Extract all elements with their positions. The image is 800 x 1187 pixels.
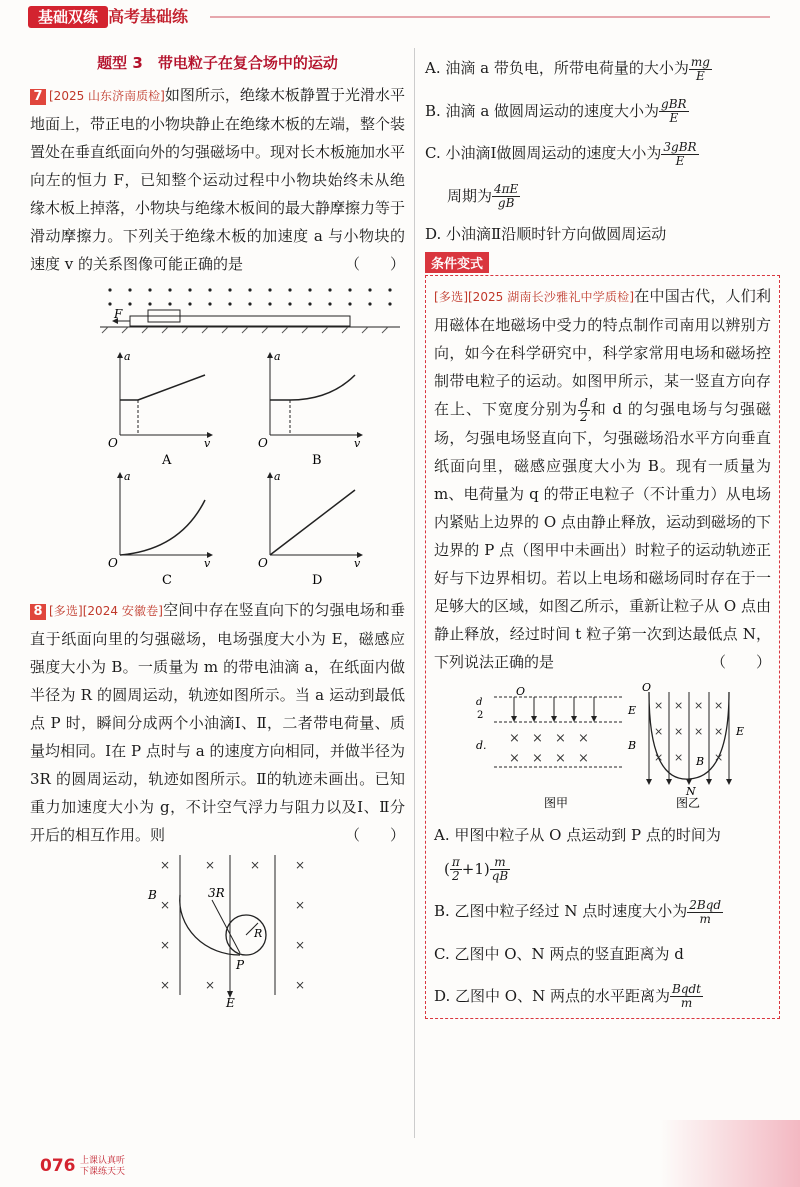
denominator: E	[669, 111, 679, 125]
header-tag: 基础双练	[28, 6, 108, 28]
right-column	[425, 48, 780, 1019]
b-label: B	[628, 738, 637, 752]
svg-text:×: ×	[714, 750, 724, 764]
d2-label: d.	[476, 738, 487, 752]
figure-yi	[642, 681, 744, 810]
denominator: 2	[580, 409, 588, 424]
denominator: m	[699, 911, 711, 926]
axis-y-label: a	[274, 350, 281, 363]
graph-label: C	[162, 573, 172, 588]
q8-option-c-period	[425, 182, 780, 211]
denominator: E	[675, 153, 685, 168]
svg-text:×: ×	[578, 750, 589, 766]
condition-question	[434, 282, 771, 676]
question-source: [多选][2025 湖南长沙雅礼中学质检]	[434, 290, 635, 304]
svg-text:×: ×	[694, 698, 704, 712]
o-label: O	[642, 680, 652, 694]
condition-variant	[425, 252, 780, 1019]
numerator: gBR	[661, 97, 687, 111]
graph-b	[258, 350, 363, 468]
numerator: Bqdt	[672, 982, 702, 996]
caption: 图乙	[676, 795, 701, 810]
fraction	[490, 856, 511, 883]
graph-label: B	[312, 453, 322, 468]
axis-x-label: v	[354, 557, 361, 570]
option-text: A. 油滴 a 带负电，所带电荷量的大小为	[425, 59, 689, 77]
question-number: 7	[30, 89, 46, 105]
header-subtitle: 高考基础练	[108, 7, 189, 26]
q8-option-a[interactable]	[425, 54, 780, 83]
svg-text:×: ×	[674, 750, 684, 764]
svg-text:×: ×	[532, 730, 543, 746]
svg-text:×: ×	[509, 750, 520, 766]
svg-text:×: ×	[654, 724, 664, 738]
o-label: O	[516, 684, 526, 698]
b-label: B	[148, 888, 157, 902]
plus-one: +1)	[461, 859, 490, 878]
cond-option-d[interactable]	[434, 982, 771, 1011]
denominator: gB	[497, 196, 515, 210]
trajectory-i	[180, 895, 240, 955]
3r-label: 3R	[208, 886, 225, 900]
board-figure	[100, 284, 400, 334]
svg-text:×: ×	[250, 858, 261, 872]
graph-label: D	[312, 573, 323, 588]
svg-text:×: ×	[509, 730, 520, 746]
e-label: E	[226, 996, 235, 1010]
origin-label: O	[258, 556, 268, 570]
svg-text:×: ×	[674, 724, 684, 738]
e-label: E	[628, 703, 637, 717]
graph-options	[70, 340, 410, 590]
fraction	[689, 56, 712, 83]
section-title: 题型 3 带电粒子在复合场中的运动	[97, 54, 338, 72]
field-lines	[180, 855, 275, 995]
page-number: 076	[40, 1156, 76, 1176]
option-text: D. 乙图中 O、N 两点的水平距离为	[434, 986, 670, 1005]
condition-tag: 条件变式	[425, 252, 489, 273]
slogan-line-2: 下课练天天	[80, 1167, 126, 1177]
condition-box	[425, 275, 780, 1019]
force-label: F	[114, 307, 123, 321]
svg-text:×: ×	[160, 938, 171, 952]
question-text: 在中国古代，人们利用磁体在地磁场中受力的特点制作司南用以辨别方向，如今在科学研究中，科学家常用电场和磁场控制带电粒子的运动。如图甲所示，某一竖直方向存在上、下宽度分别为	[434, 287, 771, 418]
question-text: 如图所示，绝缘木板静置于光滑水平地面上，带正电的小物块静止在绝缘木板的左端，整个装置处在垂直纸面向外的匀强磁场中。现对长木板施加水平向左的恒力 F，已知整个运动过程中小物块始终未从绝缘木板上掉落，小物块与绝缘木板间的最大静摩擦力等于滑动摩擦力。下列关于绝缘木板的加速度 a 与小物块的速度 v 的关系图像可能正确的是	[30, 86, 406, 273]
fraction	[450, 856, 462, 883]
fraction	[492, 183, 520, 210]
numerator: d	[580, 395, 588, 410]
cond-option-a[interactable]	[434, 821, 771, 849]
d-label: d	[476, 696, 483, 708]
svg-text:×: ×	[295, 858, 306, 872]
cond-option-c[interactable]: C. 乙图中 O、N 两点的竖直距离为 d	[434, 944, 684, 963]
svg-text:×: ×	[205, 858, 216, 872]
numerator: 3gBR	[663, 139, 697, 154]
svg-text:×: ×	[295, 898, 306, 912]
svg-text:×: ×	[694, 724, 704, 738]
slogan-line-1: 上课认真听	[80, 1156, 126, 1166]
question-source: [多选][2024 安徽卷]	[49, 604, 163, 618]
svg-text:×: ×	[160, 898, 171, 912]
option-text: A. 甲图中粒子从 O 点运动到 P 点的时间为	[434, 825, 721, 844]
axis-x-label: v	[354, 437, 361, 450]
answer-blank: （ ）	[710, 652, 771, 671]
axis-y-label: a	[124, 470, 131, 483]
n-label: N	[686, 784, 696, 798]
svg-text:×: ×	[160, 978, 171, 992]
question-text: 空间中存在竖直向下的匀强电场和垂直于纸面向里的匀强磁场，电场强度大小为 E，磁感应强度大小为 B。一质量为 m 的带电油滴 a，在纸面内做半径为 R 的圆周运动，轨迹如图所示。当 a 运动到最低点 P 时，瞬间分成两个小油滴Ⅰ、Ⅱ，二者带电荷量、质量均相同。Ⅰ在 P 点时与 a 的速度方向相同，并做半径为 3R 的圆周运动，轨迹如图所示。Ⅱ的轨迹未画出。已知重力加速度大小为 g，不计空气浮力与阻力以及Ⅰ、Ⅱ分开后的相互作用。则	[30, 601, 405, 844]
svg-text:×: ×	[160, 858, 171, 872]
numerator: 2Bqd	[689, 897, 722, 912]
denominator: m	[680, 996, 693, 1010]
question-source: [2025 山东济南质检]	[49, 89, 165, 103]
graph-d	[258, 470, 363, 588]
question-8	[30, 596, 405, 849]
insulating-board	[130, 316, 350, 326]
svg-text:×: ×	[714, 698, 724, 712]
q8-option-d[interactable]: D. 小油滴Ⅱ沿顺时针方向做圆周运动	[425, 225, 667, 243]
question-number: 8	[30, 604, 46, 620]
column-divider	[414, 48, 415, 1138]
numerator: 4πE	[494, 182, 519, 196]
numerator: π	[451, 855, 460, 869]
fraction	[670, 983, 703, 1010]
graph-c	[108, 470, 213, 588]
axis-y-label: a	[274, 470, 281, 483]
e-label: E	[736, 724, 745, 738]
field-crosses	[160, 858, 305, 992]
denominator: 2	[451, 869, 460, 883]
axis-x-label: v	[204, 557, 211, 570]
fraction	[578, 397, 590, 424]
magnetic-field-dots	[108, 288, 391, 305]
fraction	[659, 98, 689, 125]
fraction	[687, 899, 723, 926]
origin-label: O	[258, 436, 268, 450]
cond-option-b[interactable]	[434, 897, 771, 926]
figure-jia	[476, 685, 636, 810]
option-text: B. 乙图中粒子经过 N 点时速度大小为	[434, 902, 688, 920]
option-text: C. 小油滴Ⅰ做圆周运动的速度大小为	[425, 144, 662, 162]
two-label: 2	[477, 709, 484, 721]
svg-text:×: ×	[578, 730, 589, 746]
axis-y-label: a	[124, 350, 131, 363]
q8-option-b[interactable]	[425, 97, 780, 126]
option-text: 周期为	[447, 186, 493, 205]
svg-text:×: ×	[295, 978, 306, 992]
oil-drop-figure	[148, 855, 350, 1010]
svg-text:×: ×	[654, 750, 664, 764]
cond-option-a-expr	[434, 855, 771, 884]
field-figures	[434, 682, 764, 817]
axis-x-label: v	[204, 437, 211, 450]
svg-text:×: ×	[295, 938, 306, 952]
svg-text:×: ×	[714, 724, 724, 738]
svg-text:×: ×	[674, 698, 684, 712]
answer-blank: （ ）	[344, 826, 405, 844]
header-rule	[210, 16, 770, 18]
denominator: E	[696, 68, 705, 83]
question-text-2: 和 d 的匀强电场与匀强磁场，匀强电场竖直向下，匀强磁场沿水平方向垂直纸面向里，磁感应强度大小为 B。现有一质量为 m、电荷量为 q 的带正电粒子（不计重力）从电场内紧贴上边界的 O 点由静止释放，运动到磁场的下边界的 P 点（图甲中未画出）时粒子的运动轨迹正好与下边界相切。若以上电场和磁场同时存在于一足够大的区域，如图乙所示，重新让粒子从 O 点由静止释放，经过时间 t 粒子第一次到达最低点 N，下列说法正确的是	[434, 400, 771, 671]
caption: 图甲	[544, 795, 569, 810]
p-label: P	[236, 958, 245, 972]
answer-blank: （ ）	[344, 255, 405, 273]
origin-label: O	[108, 556, 118, 570]
svg-text:×: ×	[555, 750, 566, 766]
footer-slogan	[80, 1156, 125, 1178]
svg-text:×: ×	[532, 750, 543, 766]
svg-text:×: ×	[555, 730, 566, 746]
q8-option-c[interactable]	[425, 139, 780, 168]
numerator: m	[490, 856, 511, 870]
denominator: qB	[491, 869, 509, 883]
left-column	[30, 48, 406, 1010]
option-text: B. 油滴 a 做圆周运动的速度大小为	[425, 101, 660, 120]
ground-hatch	[102, 327, 388, 333]
b-label: B	[696, 754, 705, 768]
footer	[0, 1150, 800, 1187]
graph-a	[108, 350, 213, 468]
fraction	[661, 141, 698, 168]
svg-text:×: ×	[654, 698, 664, 712]
graph-label: A	[162, 453, 172, 468]
top-bar	[0, 0, 800, 38]
r-label: R	[254, 927, 263, 940]
origin-label: O	[108, 436, 118, 450]
radius-3r	[212, 900, 240, 953]
numerator: mg	[690, 54, 710, 69]
svg-text:×: ×	[205, 978, 216, 992]
question-7	[30, 81, 405, 278]
paren-left: (	[444, 859, 450, 878]
